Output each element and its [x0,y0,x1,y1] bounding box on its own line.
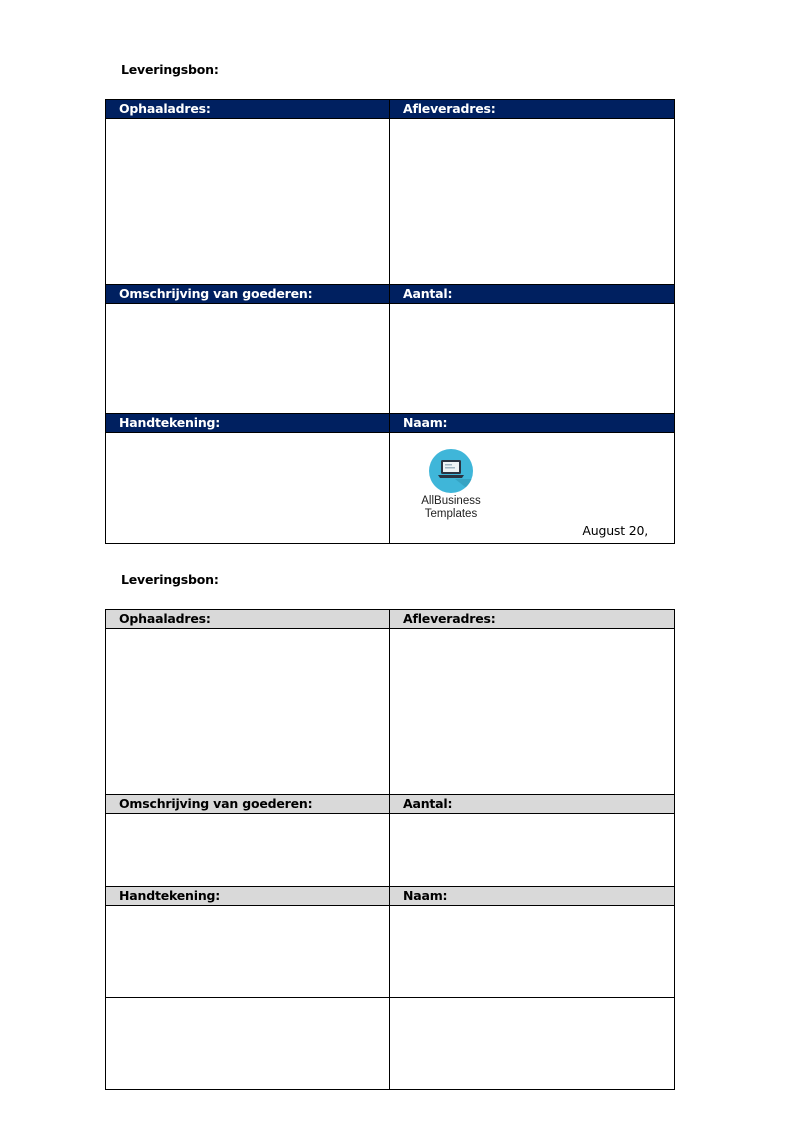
form2-extra-right-field[interactable] [390,998,675,1090]
form1-header-signature: Handtekening: [106,414,390,433]
form1-quantity-field[interactable] [390,304,675,414]
form2-quantity-field[interactable] [390,814,675,887]
form1-header-pickup: Ophaaladres: [106,100,390,119]
form1-header-description: Omschrijving van goederen: [106,285,390,304]
form1-pickup-field[interactable] [106,119,390,285]
logo-text-line1: AllBusiness [421,495,481,507]
form2-delivery-field[interactable] [390,629,675,795]
date-text: August 20, [582,523,648,538]
form2-header-description: Omschrijving van goederen: [106,795,390,814]
form2-header-pickup: Ophaaladres: [106,610,390,629]
form1-title: Leveringsbon: [121,62,219,77]
form2-header-signature: Handtekening: [106,887,390,906]
form2-table [105,609,675,1090]
form2-description-field[interactable] [106,814,390,887]
form1-header-quantity: Aantal: [390,285,675,304]
allbusiness-templates-logo [416,449,486,521]
form2-title: Leveringsbon: [121,572,219,587]
form2-name-field[interactable] [390,906,675,998]
form1-name-field[interactable] [390,433,675,544]
form2-signature-field[interactable] [106,906,390,998]
form2-extra-left-field[interactable] [106,998,390,1090]
laptop-icon [429,449,473,493]
logo-text-line2: Templates [424,508,478,520]
form1-header-name: Naam: [390,414,675,433]
form2-pickup-field[interactable] [106,629,390,795]
form1-delivery-field[interactable] [390,119,675,285]
form1-signature-field[interactable] [106,433,390,544]
form1-header-delivery: Afleveradres: [390,100,675,119]
form1-description-field[interactable] [106,304,390,414]
form2-header-quantity: Aantal: [390,795,675,814]
form1-table [105,99,675,544]
form2-header-name: Naam: [390,887,675,906]
form2-header-delivery: Afleveradres: [390,610,675,629]
